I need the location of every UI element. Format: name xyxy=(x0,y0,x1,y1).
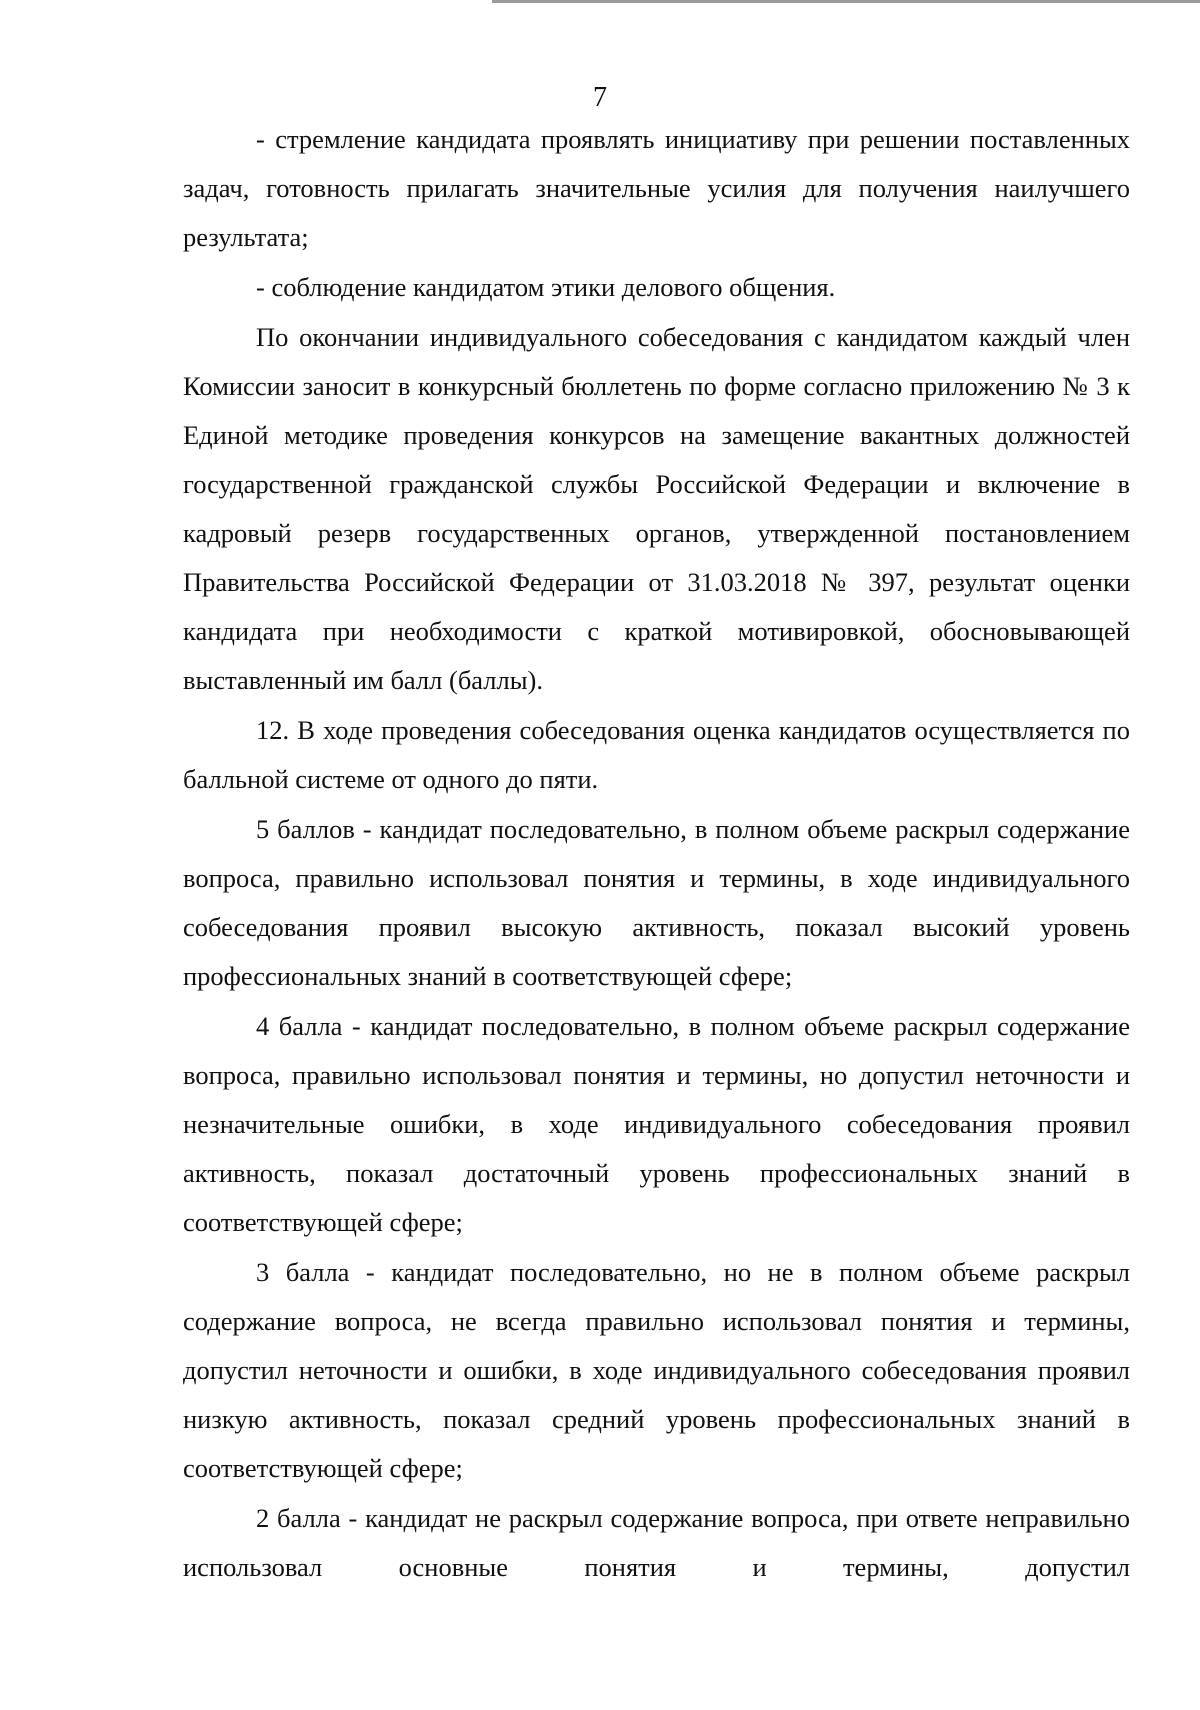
paragraph-ballot-procedure: По окончании индивидуального собеседования с кандидатом каждый член Комиссии заносит в конкурсный бюллетень по форме согласно приложению № 3 к Единой методике проведения конкурсов на замещение вакантных должностей государственной гражданской службы Российской Федерации и включение в кадровый резерв государственных органов, утвержденной постановлением Правительства Российской Федерации от 31.03.2018 № 397, результат оценки кандидата при необходимости с краткой мотивировкой, обосновывающей выставленный им балл (баллы). xyxy=(183,322,1130,695)
document-body xyxy=(183,115,1130,1592)
page-number: 7 xyxy=(593,82,607,113)
paragraph-score-3: 3 балла - кандидат последовательно, но не в полном объеме раскрыл содержание вопроса, не всегда правильно использовал понятия и термины, допустил неточности и ошибки, в ходе индивидуального собеседования проявил низкую активность, показал средний уровень профессиональных знаний в соответствующей сфере; xyxy=(183,1257,1130,1483)
paragraph-score-2: 2 балла - кандидат не раскрыл содержание вопроса, при ответе неправильно использовал основные понятия и термины, допустил xyxy=(183,1503,1130,1582)
paragraph-score-4: 4 балла - кандидат последовательно, в полном объеме раскрыл содержание вопроса, правильно использовал понятия и термины, но допустил неточности и незначительные ошибки, в ходе индивидуального собеседования проявил активность, показал достаточный уровень профессиональных знаний в соответствующей сфере; xyxy=(183,1011,1130,1237)
paragraph-business-ethics: - соблюдение кандидатом этики делового общения. xyxy=(256,272,836,302)
scan-edge-line xyxy=(492,0,1200,3)
paragraph-scoring-system: 12. В ходе проведения собеседования оценка кандидатов осуществляется по балльной системе от одного до пяти. xyxy=(183,715,1130,794)
paragraph-score-5: 5 баллов - кандидат последовательно, в полном объеме раскрыл содержание вопроса, правильно использовал понятия и термины, в ходе индивидуального собеседования проявил высокую активность, показал высокий уровень профессиональных знаний в соответствующей сфере; xyxy=(183,814,1130,991)
paragraph-initiative: - стремление кандидата проявлять инициативу при решении поставленных задач, готовность прилагать значительные усилия для получения наилучшего результата; xyxy=(183,124,1130,252)
